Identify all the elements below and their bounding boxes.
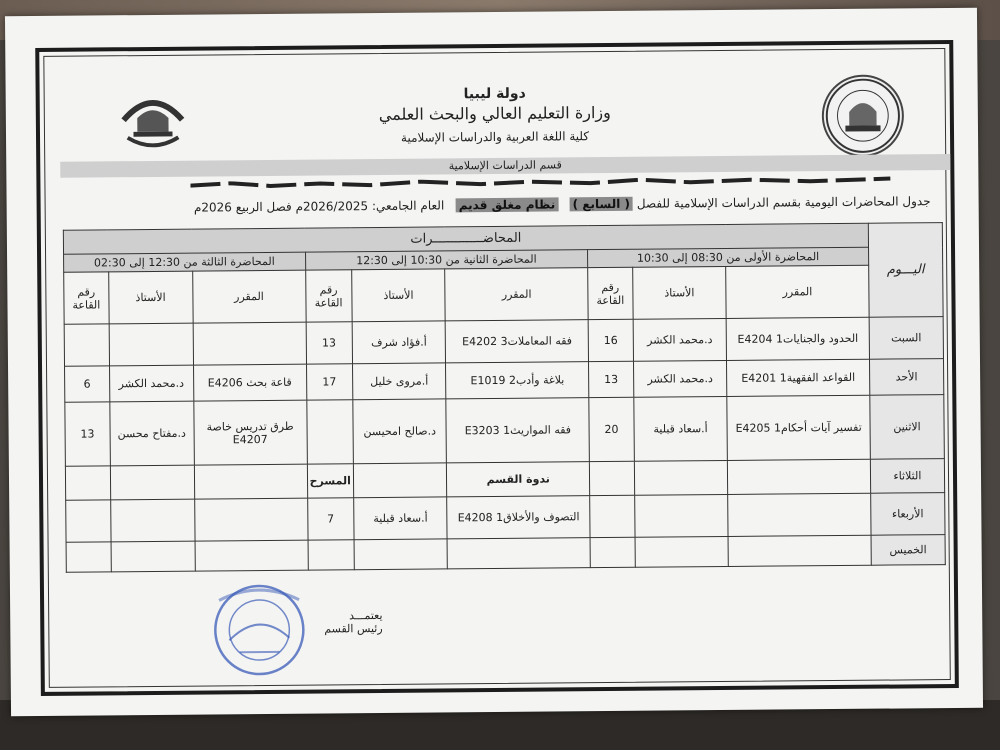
room-cell (66, 542, 111, 572)
period-3-header: المحاضرة الثالثة من 12:30 إلى 02:30 (64, 252, 306, 272)
day-header: اليـــوم (868, 223, 943, 318)
teacher-cell: أ.سعاد قبلية (353, 497, 447, 540)
approval-line-1: يعتمـــد (348, 608, 383, 623)
teacher-cell: أ.فؤاد شرف (352, 321, 446, 364)
day-cell: الثلاثاء (870, 459, 944, 494)
room-cell (64, 324, 109, 366)
department-stamp (199, 580, 320, 681)
teacher-cell: د.محمد الكشر (109, 365, 193, 402)
approval-line-2: رئيس القسم (324, 621, 383, 636)
room-cell: 7 (307, 498, 354, 540)
course-cell: بلاغة وأدب2 E1019 (446, 362, 589, 399)
table-row (65, 395, 945, 467)
course-cell (194, 464, 307, 499)
day-cell: الأحد (869, 359, 943, 396)
teacher-cell (634, 460, 728, 495)
teacher-cell: أ.مروى خليل (352, 363, 446, 400)
state-name: دولة ليبيا (463, 85, 526, 103)
course-cell: تفسير آيات أحكام1 E4205 (727, 395, 870, 460)
course-cell: ندوة القسم (447, 462, 590, 497)
room-cell: 17 (306, 364, 353, 400)
teacher-cell: د.صالح امحيسن (353, 399, 447, 464)
room-cell (306, 400, 353, 464)
approval-block (324, 609, 383, 636)
room-cell (66, 500, 111, 542)
course-cell (447, 538, 590, 569)
day-cell: الاثنين (870, 395, 945, 460)
teacher-cell (109, 323, 193, 366)
course-cell: التصوف والأخلاق1 E4208 (447, 496, 590, 539)
teacher-cell (353, 463, 447, 498)
room-cell: المسرح (307, 464, 354, 498)
course-cell (194, 498, 307, 541)
day-cell: الأربعاء (871, 493, 946, 536)
room-cell (589, 461, 634, 495)
page-frame (35, 40, 959, 696)
room-cell (590, 537, 635, 567)
system-label: نظام مغلق قديم (456, 197, 559, 212)
room-cell: 13 (306, 322, 353, 364)
teacher-cell: د.محمد الكشر (633, 360, 727, 397)
room-cell (590, 495, 635, 537)
department-name: قسم الدراسات الإسلامية (60, 154, 950, 178)
course-cell (193, 322, 306, 365)
room-cell: 16 (588, 319, 633, 361)
teacher-cell (111, 541, 195, 572)
col-room-2: رقم القاعة (305, 270, 352, 322)
academic-year: 2026/2025م فصل الربيع 2026م (193, 199, 369, 215)
course-cell (195, 540, 308, 571)
schedule-paper (5, 8, 983, 716)
teacher-cell (110, 465, 194, 500)
course-cell: فقه المواريث1 E3203 (446, 398, 589, 463)
col-teacher-1: الأستاذ (632, 266, 726, 319)
period-2-header: المحاضرة الثانية من 10:30 إلى 12:30 (305, 250, 588, 270)
course-cell (728, 535, 871, 566)
col-course-2: المقرر (445, 268, 588, 321)
teacher-cell (635, 536, 729, 567)
college-name: كلية اللغة العربية والدراسات الإسلامية (400, 129, 590, 145)
teacher-cell: د.مفتاح محسن (110, 401, 194, 466)
year-label: العام الجامعي: (371, 198, 445, 214)
room-cell: 13 (65, 402, 110, 466)
day-cell: السبت (869, 317, 944, 360)
schedule-table (63, 222, 946, 573)
teacher-cell (354, 539, 448, 570)
room-cell: 20 (589, 397, 634, 461)
day-cell: الخميس (871, 535, 945, 566)
col-course-3: المقرر (192, 270, 305, 323)
course-cell: الحدود والجنايات1 E4204 (726, 317, 869, 360)
col-room-1: رقم القاعة (588, 267, 633, 319)
course-cell (728, 493, 871, 536)
col-teacher-2: الأستاذ (352, 269, 446, 322)
course-cell (728, 459, 871, 494)
teacher-cell (110, 499, 194, 542)
room-cell (308, 540, 355, 570)
room-cell: 13 (589, 361, 634, 397)
col-teacher-3: الأستاذ (108, 271, 192, 324)
room-cell: 6 (65, 366, 110, 402)
room-cell (65, 466, 110, 500)
teacher-cell: أ.سعاد قبلية (634, 396, 728, 461)
period-1-header: المحاضرة الأولى من 08:30 إلى 10:30 (588, 247, 869, 267)
col-course-1: المقرر (726, 265, 869, 318)
ministry-name: وزارة التعليم العالي والبحث العلمي (378, 102, 611, 124)
semester-label: ( السابع ) (570, 197, 633, 212)
teacher-cell: د.محمد الكشر (633, 318, 727, 361)
course-cell: القواعد الفقهية1 E4201 (727, 359, 870, 396)
course-cell: فقه المعاملات3 E4202 (446, 320, 589, 363)
teacher-cell (634, 494, 728, 537)
course-cell: طرق تدريس خاصة E4207 (193, 400, 307, 465)
subtitle-prefix: جدول المحاضرات اليومية بقسم الدراسات الإسلامية للفصل (636, 194, 931, 211)
col-room-3: رقم القاعة (64, 272, 109, 324)
course-cell: قاعة بحث E4206 (193, 364, 306, 401)
lectures-header: المحاضـــــــــــــرات (63, 223, 868, 254)
